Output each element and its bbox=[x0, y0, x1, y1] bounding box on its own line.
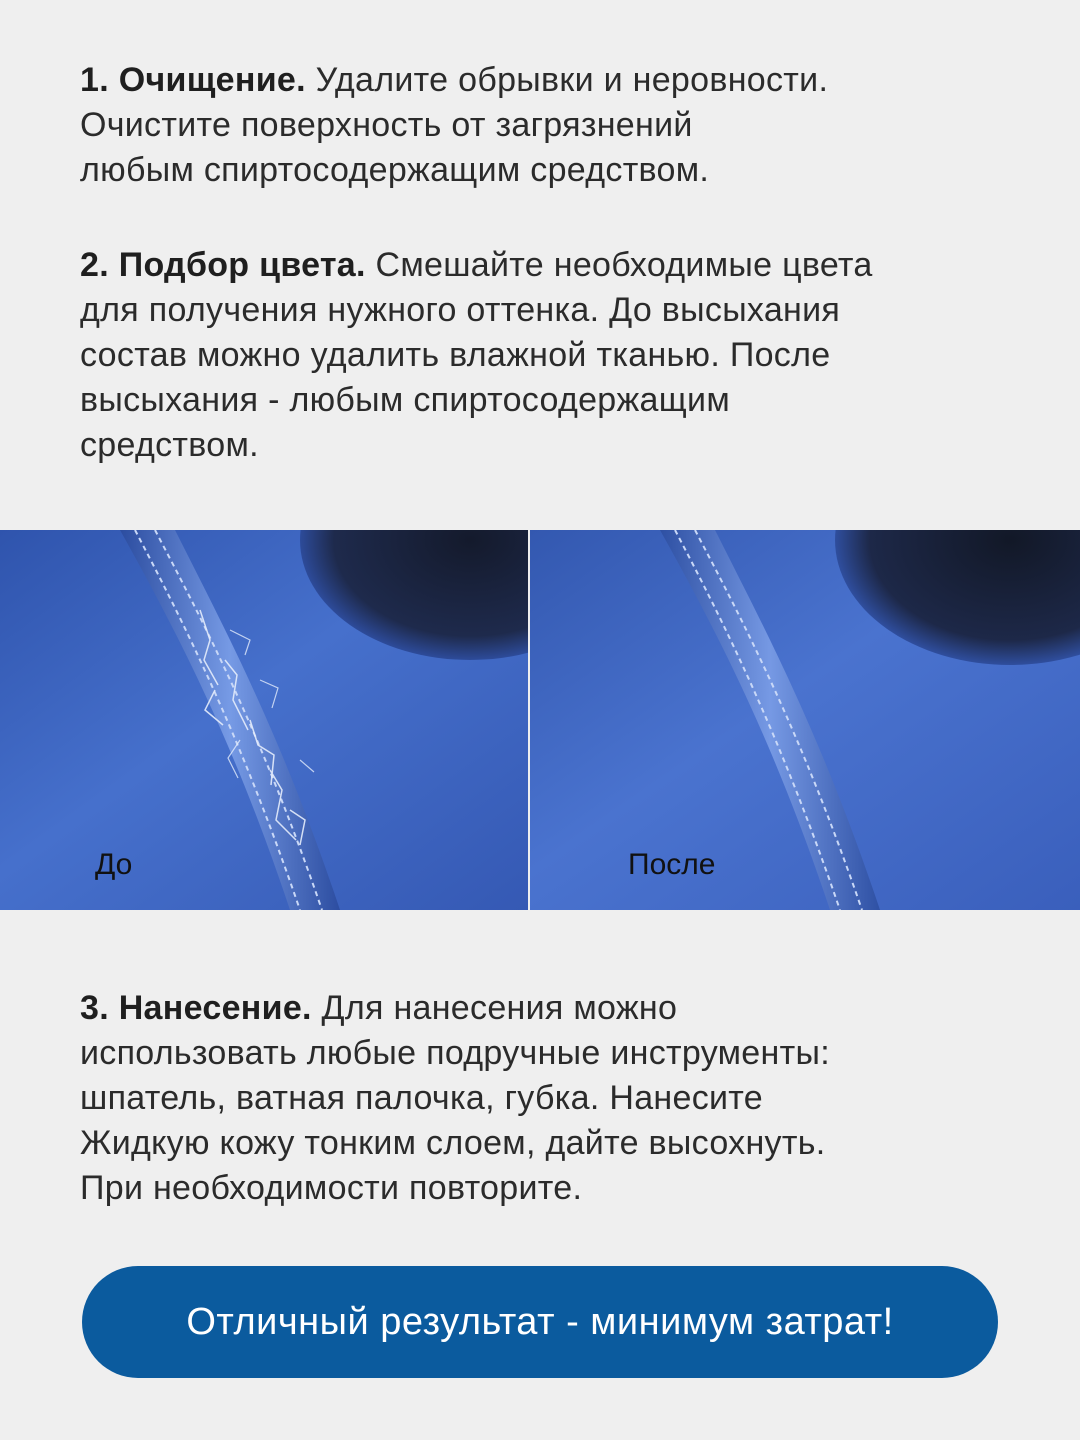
after-label: После bbox=[628, 848, 716, 881]
step-application-heading: 3. Нанесение. bbox=[80, 989, 312, 1027]
step-color-text-4: высыхания - любым спиртосодержащим bbox=[80, 381, 730, 419]
after-photo bbox=[530, 530, 1080, 910]
step-application-text-4: Жидкую кожу тонким слоем, дайте высохнуть. bbox=[80, 1124, 826, 1162]
step-cleaning-text-3: любым спиртосодержащим средством. bbox=[80, 151, 710, 189]
step-color-heading: 2. Подбор цвета. bbox=[80, 246, 366, 284]
before-leather-image bbox=[0, 530, 528, 910]
step-color-text-1: Смешайте необходимые цвета bbox=[365, 246, 873, 284]
step-color-text-2: для получения нужного оттенка. До высыхания bbox=[80, 291, 841, 329]
step-application-text-2: использовать любые подручные инструменты: bbox=[80, 1034, 830, 1072]
step-cleaning-text-2: Очистите поверхность от загрязнений bbox=[80, 106, 693, 144]
step-application bbox=[80, 986, 1000, 1211]
result-banner bbox=[82, 1266, 998, 1378]
step-cleaning-line-1 bbox=[80, 58, 1000, 103]
step-color-matching bbox=[80, 243, 1000, 468]
step-color-text-3: состав можно удалить влажной тканью. После bbox=[80, 336, 831, 374]
step-application-text-5: При необходимости повторите. bbox=[80, 1169, 583, 1207]
step-color-line-1 bbox=[80, 243, 1000, 288]
result-banner-text: Отличный результат - минимум затрат! bbox=[186, 1300, 894, 1343]
step-color-text-5: средством. bbox=[80, 426, 259, 464]
step-application-text-3: шпатель, ватная палочка, губка. Нанесите bbox=[80, 1079, 763, 1117]
step-application-line-1 bbox=[80, 986, 1000, 1031]
before-label: До bbox=[95, 848, 133, 881]
step-application-text-1: Для нанесения можно bbox=[311, 989, 678, 1027]
step-cleaning bbox=[80, 58, 1000, 193]
step-cleaning-heading: 1. Очищение. bbox=[80, 61, 306, 99]
before-photo bbox=[0, 530, 528, 910]
step-cleaning-text-1: Удалите обрывки и неровности. bbox=[305, 61, 829, 99]
after-leather-image bbox=[530, 530, 1080, 910]
